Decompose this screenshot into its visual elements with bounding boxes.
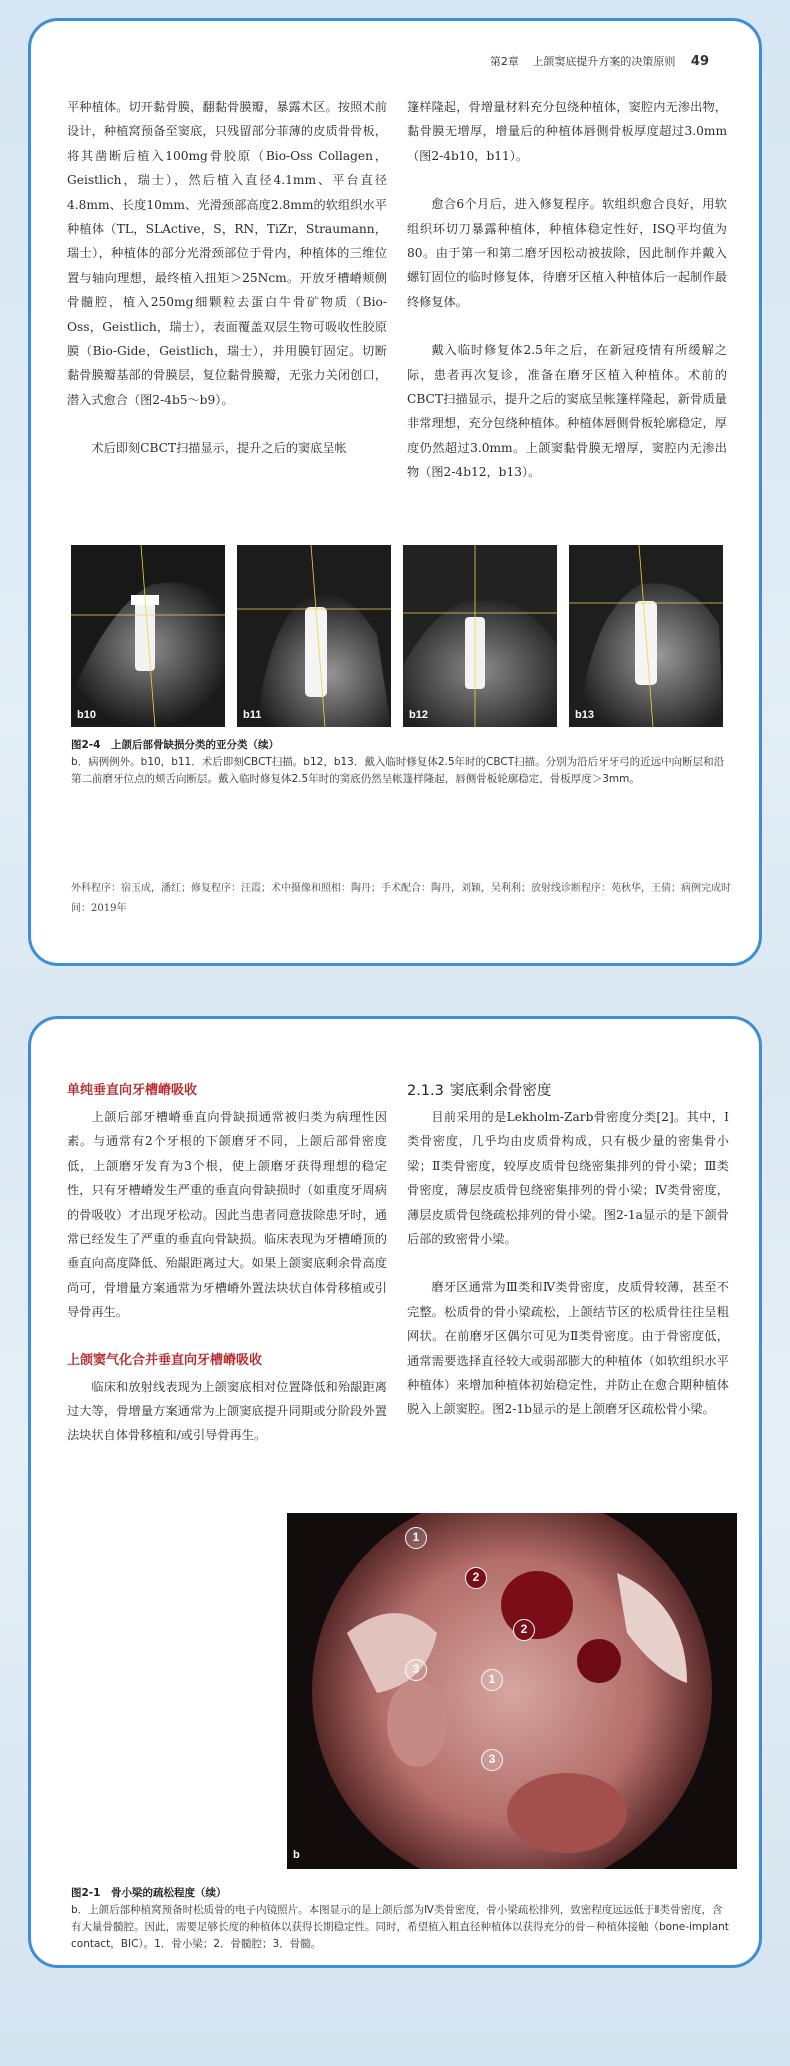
section-heading (407, 1079, 729, 1103)
figure-caption-body: b．病例例外。b10，b11．术后即刻CBCT扫描。b12，b13．戴入临时修复体2.5年时的CBCT扫描。分别为沿后牙牙弓的近远中向断层和沿第二前磨牙位点的颊舌向断层。戴入临时修复体2.5年时的窦底仍然呈帐篷样隆起，唇侧骨板轮廓稳定，骨板厚度＞3mm。 (71, 756, 725, 785)
subsection-heading: 上颌窦气化合并垂直向牙槽嵴吸收 (67, 1352, 263, 1368)
cbct-image-b12 (403, 545, 557, 727)
chapter-label: 第2章 (489, 55, 519, 68)
cbct-image-row (71, 545, 725, 727)
cbct-image-b11 (237, 545, 391, 727)
paragraph: 平种植体。切开黏骨膜，翻黏骨膜瓣，暴露术区。按照术前设计，种植窝预备至窦底，只残留部分菲薄的皮质骨骨板，将其凿断后植入100mg骨胶原（Bio-Oss Collagen，Geistlich，瑞士），然后植入直径4.1mm、平台直径4.8mm、长度10mm、光滑颈部高度2.8mm的软组织水平种植体（TL，SLActive，S，RN，TiZr，Straumann，瑞士），种植体的部分光滑颈部位于骨内，种植体的三维位置与轴向理想，最终植入扭矩＞25Ncm。开放牙槽嵴颊侧骨髓腔，植入250mg细颗粒去蛋白牛骨矿物质（Bio-Oss，Geistlich，瑞士），表面覆盖双层生物可吸收性胶原膜（Bio-Gide，Geistlich，瑞士），并用膜钉固定。切断黏骨膜瓣基部的骨膜层，复位黏骨膜瓣，无张力关闭创口，潜入式愈合（图2-4b5～b9）。 (67, 100, 387, 407)
marker-marrow-cavity: 2 (465, 1567, 487, 1589)
marker-trabecula: 1 (405, 1527, 427, 1549)
left-column (67, 1079, 387, 1448)
image-label: b11 (243, 709, 262, 721)
subsection-heading: 单纯垂直向牙槽嵴吸收 (67, 1083, 198, 1098)
right-column (407, 95, 727, 485)
paragraph: 目前采用的是Lekholm-Zarb骨密度分类[2]。其中，Ⅰ类骨密度，几乎均由皮质骨构成，只有极少量的密集骨小梁；Ⅱ类骨密度，较厚皮质骨包绕密集排列的骨小梁；Ⅲ类骨密度，薄层皮质骨包绕密集排列的骨小梁；Ⅳ类骨密度，薄层皮质骨包绕疏松排列的骨小梁。图2-1a显示的是下颌骨后部的致密骨小梁。 (407, 1110, 729, 1247)
paragraph: 戴入临时修复体2.5年之后，在新冠疫情有所缓解之际，患者再次复诊，准备在磨牙区植入种植体。术前的CBCT扫描显示，提升之后的窦底呈帐篷样隆起，新骨质量非常理想，充分包绕种植体。种植体唇侧骨板轮廓稳定，厚度仍然超过3.0mm。上颌窦黏骨膜无增厚，窦腔内无渗出物（图2-4b12，b13）。 (407, 343, 727, 480)
right-column (407, 1079, 729, 1422)
procedure-credits: 外科程序：宿玉成，潘红；修复程序：汪霞；术中摄像和照相：陶丹；手术配合：陶丹，刘颖，吴利利；放射线诊断程序：苑秋华，王倩；病例完成时间：2019年 (71, 883, 731, 914)
book-page-next (28, 1016, 762, 1968)
section-title: 窦底剩余骨密度 (449, 1083, 552, 1099)
paragraph: 上颌后部牙槽嵴垂直向骨缺损通常被归类为病理性因素。与通常有2个牙根的下颌磨牙不同，上颌后部骨密度低，上颌磨牙发育为3个根，使上颌磨牙获得理想的稳定性，只有牙槽嵴发生严重的垂直向骨缺损时（如重度牙周病的骨吸收）才出现牙松动。因此当患者同意拔除患牙时，通常已经发生了严重的垂直向骨缺损。临床表现为牙槽嵴顶的垂直向高度降低、殆龈距离过大。如果上颌窦底剩余骨高度尚可，骨增量方案通常为牙槽嵴外置法块状自体骨移植或引导骨再生。 (67, 1110, 387, 1320)
paragraph: 篷样隆起，骨增量材料充分包绕种植体，窦腔内无渗出物，黏骨膜无增厚，增量后的种植体唇侧骨板厚度超过3.0mm（图2-4b10，b11）。 (407, 100, 727, 163)
cbct-image-b13 (569, 545, 723, 727)
image-label: b10 (77, 709, 96, 721)
chapter-title: 上颌窦底提升方案的决策原则 (532, 55, 676, 68)
figure-caption (71, 737, 731, 788)
marker-bone-marrow: 3 (481, 1749, 503, 1771)
paragraph: 临床和放射线表现为上颌窦底相对位置降低和殆龈距离过大等，骨增量方案通常为上颌窦底提升同期或分阶段外置法块状自体骨移植和/或引导骨再生。 (67, 1379, 387, 1443)
figure-caption-title: 图2-1 骨小梁的疏松程度（续） (71, 1887, 227, 1899)
marker-bone-marrow: 3 (405, 1659, 427, 1681)
book-page-49 (28, 18, 762, 966)
endoscope-photo (287, 1513, 737, 1869)
left-column (67, 95, 387, 461)
marker-marrow-cavity: 2 (513, 1619, 535, 1641)
figure-caption-body: b．上颌后部种植窝预备时松质骨的电子内镜照片。本图显示的是上颌后部为Ⅳ类骨密度，骨小梁疏松排列，致密程度远远低于Ⅱ类骨密度，含有大量骨髓腔。因此，需要足够长度的种植体以获得长期稳定性。同时，希望植入粗直径种植体以获得充分的骨－种植体接触（bone-implant contact，BIC）。1．骨小梁；2．骨髓腔；3．骨髓。 (71, 1904, 729, 1950)
figure-caption (71, 1885, 731, 1953)
paragraph: 术后即刻CBCT扫描显示，提升之后的窦底呈帐 (91, 441, 347, 456)
image-label: b (293, 1849, 300, 1861)
running-head (490, 53, 709, 69)
cbct-image-b10 (71, 545, 225, 727)
section-number: 2.1.3 (407, 1083, 444, 1099)
image-label: b12 (409, 709, 428, 721)
page-number: 49 (690, 54, 709, 69)
image-label: b13 (575, 709, 594, 721)
paragraph: 磨牙区通常为Ⅲ类和Ⅳ类骨密度，皮质骨较薄，甚至不完整。松质骨的骨小梁疏松，上颌结节区的松质骨往往呈粗网状。在前磨牙区偶尔可见为Ⅱ类骨密度。由于骨密度低，通常需要选择直径较大或弱部膨大的种植体（如软组织水平种植体）来增加种植体初始稳定性，并防止在愈合期种植体脱入上颌窦腔。图2-1b显示的是上颌磨牙区疏松骨小梁。 (407, 1280, 729, 1417)
paragraph: 愈合6个月后，进入修复程序。软组织愈合良好，用软组织环切刀暴露种植体，种植体稳定性好，ISQ平均值为80。由于第一和第二磨牙因松动被拔除，因此制作并戴入螺钉固位的临时修复体，待磨牙区植入种植体后一起制作最终修复体。 (407, 197, 727, 309)
marker-trabecula: 1 (481, 1669, 503, 1691)
figure-caption-title: 图2-4 上颌后部骨缺损分类的亚分类（续） (71, 739, 279, 751)
